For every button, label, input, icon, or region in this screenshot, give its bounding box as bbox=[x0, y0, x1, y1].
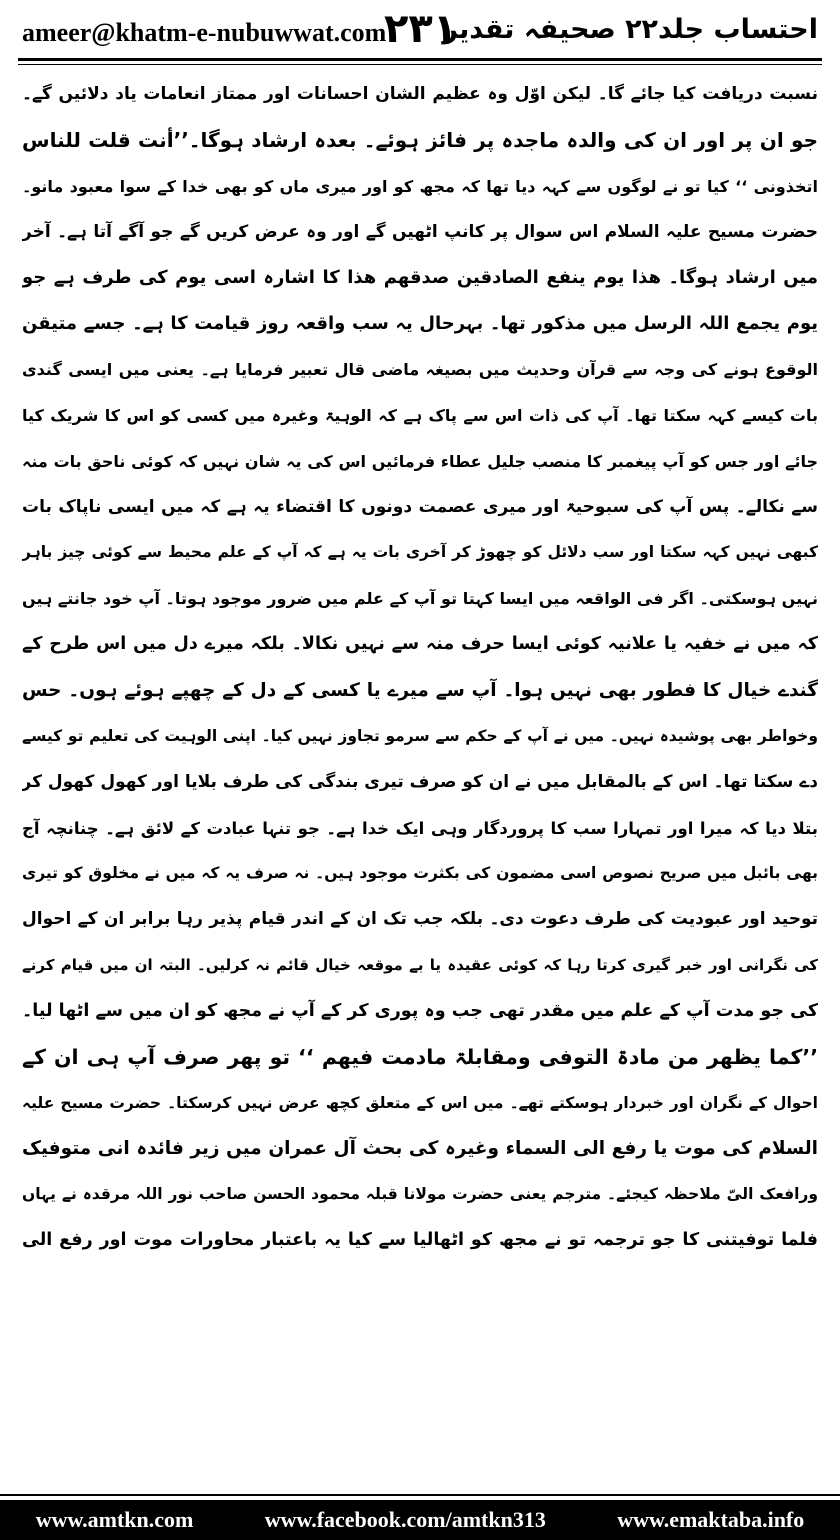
text-line: کہ میں نے خفیہ یا علانیہ کوئی ایسا حرف منہ سے نہیں نکالا۔ بلکہ میرے دل میں اس طرح کے bbox=[22, 634, 818, 655]
text-line: نسبت دریافت کیا جائے گا۔ لیکن اوّل وہ عظیم الشان احسانات اور ممتاز انعامات یاد دلائیں گے۔ bbox=[22, 84, 818, 104]
page-footer bbox=[0, 1500, 840, 1540]
text-line: ورافعک الیّ ملاحظہ کیجئے۔ مترجم یعنی حضرت مولانا قبلہ محمود الحسن صاحب نور اللہ مرقدہ نے یہاں bbox=[22, 1185, 818, 1204]
text-line: بات کیسے کہہ سکتا تھا۔ آپ کی ذات اس سے پاک ہے کہ الوہیۃ وغیرہ میں کسی کو اس کا شریک کیا bbox=[22, 405, 818, 425]
text-line: گندے خیال کا فطور بھی نہیں ہوا۔ آپ سے میرے یا کسی کے دل کے چھپے ہوئے ہوں۔ حس bbox=[22, 679, 818, 701]
text-line: اتخذونی ‘‘ کیا تو نے لوگوں سے کہہ دیا تھا کہ مجھ کو اور میری ماں کو بھی خدا کے سوا معبود مانو۔ bbox=[22, 176, 818, 196]
text-line: وخواطر بھی پوشیدہ نہیں۔ میں نے آپ کے حکم سے سرمو تجاوز نہیں کیا۔ اپنی الوہیت کی تعلیم تو کیسے bbox=[22, 726, 818, 745]
text-line: حضرت مسیح علیہ السلام اس سوال پر کانپ اٹھیں گے اور وہ عرض کریں گے جو آگے آتا ہے۔ آخر bbox=[22, 221, 818, 242]
text-line: نہیں ہوسکتی۔ اگر فی الواقعہ میں ایسا کہتا تو آپ کے علم میں ضرور موجود ہوتا۔ آپ خود جانتے ہیں bbox=[22, 589, 818, 609]
text-line: کبھی نہیں کہہ سکتا اور سب دلائل کو چھوڑ کر آخری بات یہ ہے کہ آپ کے علم محیط سے کوئی چیز باہر bbox=[22, 543, 818, 562]
text-line: الوقوع ہونے کی وجہ سے قرآن وحدیث میں بصیغہ ماضی قال تعبیر فرمایا ہے۔ یعنی میں ایسی گندی bbox=[22, 360, 818, 380]
text-line: جو ان پر اور ان کی والدہ ماجدہ پر فائز ہوئے۔ بعدہ ارشاد ہوگا۔’’أنت قلت للناس bbox=[22, 127, 818, 152]
text-line: جائے اور جس کو آپ پیغمبر کا منصب جلیل عطاء فرمائیں اس کی یہ شان نہیں کہ کوئی ناحق بات منہ bbox=[22, 451, 818, 471]
text-line: فلما توفیتنی کا جو ترجمہ تو نے مجھ کو اٹھالیا سے کیا یہ باعتبار محاورات موت اور رفع الی bbox=[22, 1230, 818, 1251]
text-line: ’’کما یظھر من مادۃ التوفی ومقابلۃ مادمت فیھم ‘‘ تو پھر صرف آپ ہی ان کے bbox=[22, 1044, 818, 1069]
header-rule-thin bbox=[18, 64, 822, 65]
page-number: ۲۳۱ bbox=[384, 6, 458, 52]
text-line: احوال کے نگران اور خبردار ہوسکتے تھے۔ میں اس کے متعلق کچھ عرض نہیں کرسکتا۔ حضرت مسیح علیہ bbox=[22, 1093, 818, 1112]
footer-link-emaktaba[interactable]: www.emaktaba.info bbox=[617, 1507, 805, 1532]
footer-link-facebook[interactable]: www.facebook.com/amtkn313 bbox=[264, 1507, 546, 1532]
text-line: توحید اور عبودیت کی طرف دعوت دی۔ بلکہ جب تک ان کے اندر قیام پذیر رہا برابر ان کے احوال bbox=[22, 909, 818, 930]
text-line: یوم یجمع اللہ الرسل میں مذکور تھا۔ بہرحال یہ سب واقعہ روز قیامت کا ہے۔ جسے متیقن bbox=[22, 313, 818, 335]
book-title: احتساب جلد۲۲ صحیفہ تقدیر bbox=[442, 14, 818, 45]
text-line: میں ارشاد ہوگا۔ ھذا یوم ینفع الصادقین صدقھم ھذا کا اشارہ اسی یوم کی طرف ہے جو bbox=[22, 267, 818, 289]
body-text bbox=[22, 72, 818, 1264]
footer-links bbox=[0, 1500, 840, 1540]
footer-rule bbox=[0, 1494, 840, 1496]
text-line: کی نگرانی اور خبر گیری کرتا رہا کہ کوئی عقیدہ یا بے موقعہ خیال قائم نہ کرلیں۔ البتہ ان میں قیام کرنے bbox=[22, 956, 818, 975]
text-line: سے نکالے۔ پس آپ کی سبوحیۃ اور میری عصمت دونوں کا اقتضاء یہ ہے کہ میں ایسی ناپاک بات bbox=[22, 496, 818, 517]
page-header bbox=[0, 0, 840, 62]
text-line: کی جو مدت آپ کے علم میں مقدر تھی جب وہ پوری کر کے آپ نے مجھ کو ان میں سے اٹھا لیا۔ bbox=[22, 1000, 818, 1021]
text-line: السلام کی موت یا رفع الی السماء وغیرہ کی بحث آل عمران میں زیر فائدہ انی متوفیک bbox=[22, 1138, 818, 1160]
header-email: ameer@khatm-e-nubuwwat.com bbox=[22, 18, 387, 47]
footer-link-amtkn[interactable]: www.amtkn.com bbox=[35, 1507, 194, 1532]
header-rule bbox=[18, 58, 822, 61]
text-line: دے سکتا تھا۔ اس کے بالمقابل میں نے ان کو صرف تیری بندگی کی طرف بلایا اور کھول کھول کر bbox=[22, 771, 818, 792]
text-line: بتلا دیا کہ میرا اور تمہارا سب کا پروردگار وہی ایک خدا ہے۔ جو تنہا عبادت کے لائق ہے۔ چنانچہ آج bbox=[22, 818, 818, 838]
text-line: بھی بائبل میں صریح نصوص اسی مضمون کی بکثرت موجود ہیں۔ نہ صرف یہ کہ میں نے مخلوق کو تیری bbox=[22, 864, 818, 883]
